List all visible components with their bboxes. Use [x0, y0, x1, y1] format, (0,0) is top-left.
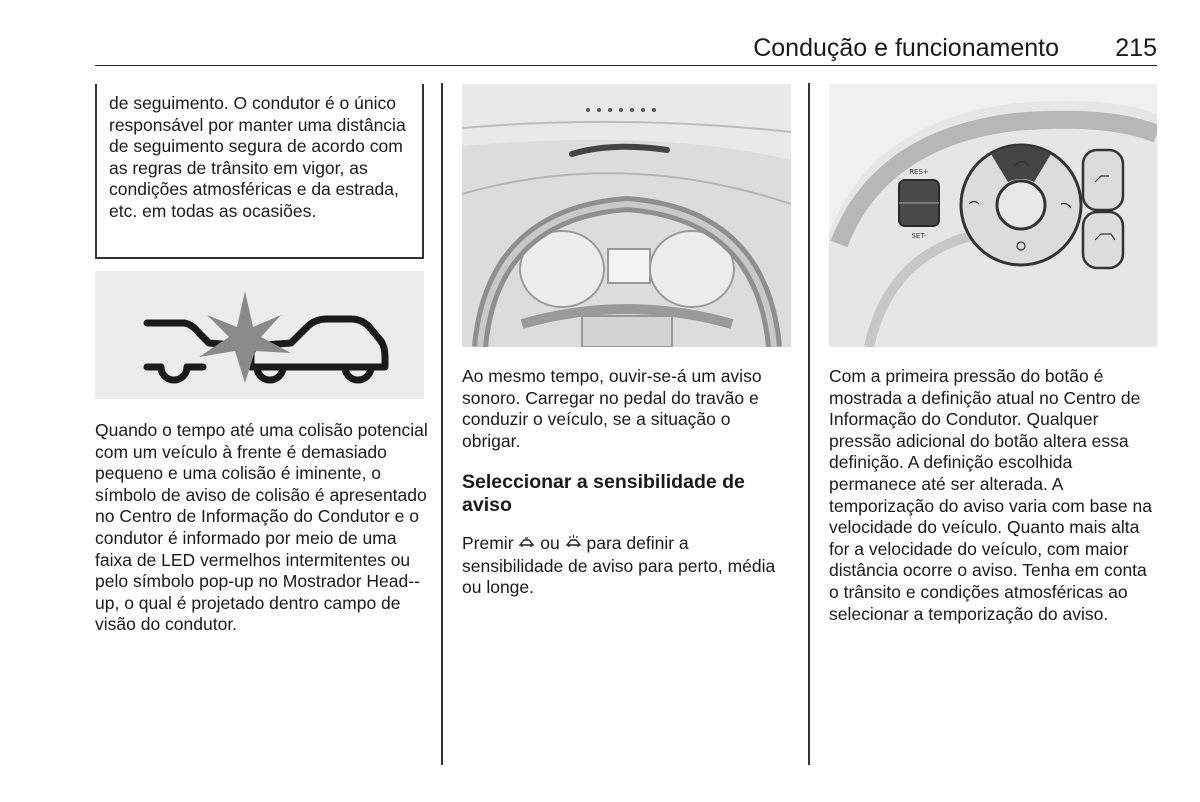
para-or: ou [540, 533, 560, 553]
dashboard-drawing [462, 84, 791, 347]
sensitivity-setting-paragraph [829, 366, 1159, 625]
sensitivity-paragraph [462, 533, 792, 599]
dashboard-led-illustration [462, 84, 791, 347]
set-label: SET- [911, 232, 927, 240]
column-divider-2 [808, 83, 810, 765]
collision-alert-sensitivity-up-icon [518, 533, 535, 555]
page-number: 215 [1115, 34, 1157, 62]
paragraph-text: Ao mesmo tempo, ouvir-se-á um aviso sonoro. Carregar no pedal do travão e conduzir o veículo, se a situação o obrigar. [462, 366, 762, 451]
audible-warning-paragraph [462, 366, 792, 452]
sensitivity-heading: Seleccionar a sensibilidade de aviso [462, 471, 745, 516]
steering-wheel-controls-drawing [829, 84, 1157, 347]
collision-warning-paragraph [95, 420, 430, 636]
page-header [95, 34, 1157, 66]
warning-notice-box [95, 84, 424, 259]
column-divider-1 [441, 83, 443, 765]
paragraph-text: Com a primeira pressão do botão é mostrada a definição atual no Centro de Informação do Condutor. Qualquer pressão adicional do botão altera essa definição. A definição escolhida permanece até ser alterada. A temporização do aviso varia com base na velocidade do veículo. Quanto mais alta for a velocidade do veículo, com maior distância ocorre o aviso. Tenha em conta o trânsito e condições atmosféricas ao selecionar a temporização do aviso. [829, 366, 1152, 624]
res-label: RES+ [909, 168, 929, 176]
steering-wheel-controls-illustration [829, 84, 1157, 347]
para-prefix: Premir [462, 533, 514, 553]
collision-warning-icon [95, 271, 424, 399]
paragraph-text: Quando o tempo até uma colisão potencial com um veículo à frente é demasiado pequeno e uma colisão é iminente, o símbolo de aviso de colisão é apresentado no Centro de Informação do Condutor e o condutor é informado por meio de uma faixa de LED vermelhos intermitentes ou pelo símbolo pop-up no Mostrador Head--up, o qual é projetado dentro campo de visão do condutor. [95, 420, 428, 635]
para-suffix: para definir a sensibilidade de aviso para perto, média ou longe. [462, 533, 776, 598]
collision-alert-sensitivity-down-icon [565, 533, 582, 555]
notice-text: de seguimento. O condutor é o único responsável por manter uma distância de seguimento segura de acordo com as regras de trânsito em vigor, as condições atmosféricas e da estrada, etc. em todas as ocasiões. [109, 93, 406, 221]
section-title: Condução e funcionamento [753, 34, 1059, 62]
collision-warning-illustration [95, 271, 424, 399]
